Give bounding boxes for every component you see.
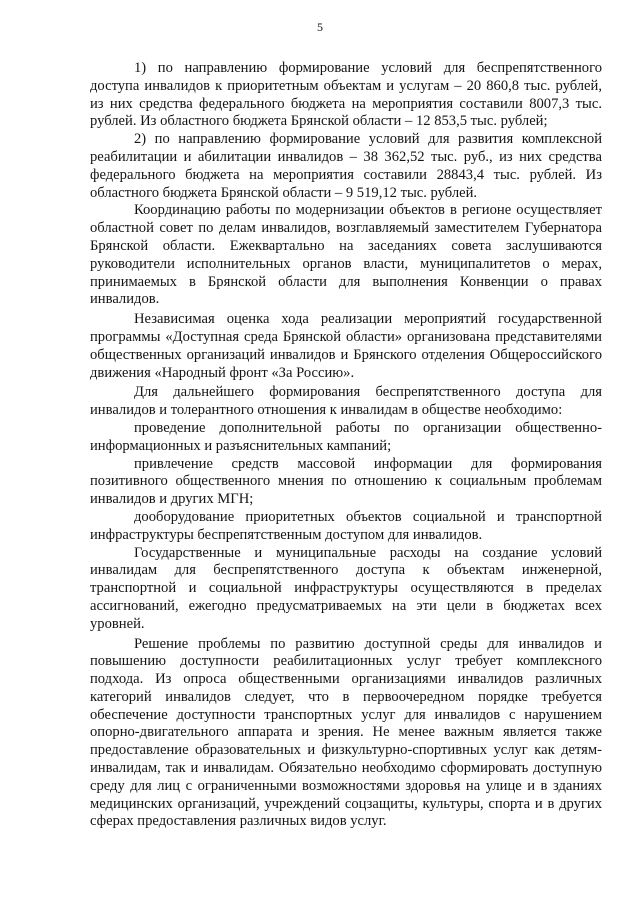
paragraph-need-media: привлечение средств массовой информации для формирования позитивного общественного мнения по отношению к социальным проблемам инвалидов и других МГН; <box>90 455 602 508</box>
page-number: 5 <box>317 20 323 34</box>
paragraph-item-2: 2) по направлению формирование условий для развития комплексной реабилитации и абилитации инвалидов – 38 362,52 тыс. руб., из них средства федерального бюджета на мероприятия составили 28843,4 тыс. рублей. Из областного бюджета Брянской области – 9 519,12 тыс. рублей. <box>90 131 602 201</box>
paragraph-coordination: Координацию работы по модернизации объектов в регионе осуществляет областной совет по делам инвалидов, возглавляемый заместителем Губернатора Брянской области. Ежеквартально на заседаниях совета заслушиваются руководители исполнительных органов власти, муниципалитетов о мерах, принимаемых в Брянской области для выполнения Конвенции о правах инвалидов. <box>90 202 602 308</box>
paragraph-item-1: 1) по направлению формирование условий для беспрепятственного доступа инвалидов к приоритетным объектам и услугам – 20 860,8 тыс. рублей, из них средства федерального бюджета на мероприятия составили 8007,3 тыс. рублей. Из областного бюджета Брянской области – 12 853,5 тыс. рублей; <box>90 60 602 130</box>
paragraph-solution: Решение проблемы по развитию доступной среды для инвалидов и повышению доступности реабилитационных услуг требует комплексного подхода. Из опроса общественными организациями инвалидов различных категорий инвалидов следует, что в первоочередном порядке требуется обеспечение доступности транспортных услуг для инвалидов с нарушением опорно-двигательного аппарата и зрения. Не менее важным является также предоставление образовательных и физкультурно-спортивных услуг как детям-инвалидам, так и инвалидам. Обязательно необходимо сформировать доступную среду для лиц с ограниченными возможностями здоровья на улице и в зданиях медицинских организаций, учреждений соцзащиты, культуры, спорта и в других сферах предоставления различных видов услуг. <box>90 635 602 830</box>
paragraph-assessment: Независимая оценка хода реализации мероприятий государственной программы «Доступная среда Брянской области» организована представителями общественных организаций инвалидов и Брянского отделения Общероссийского движения «Народный фронт «За Россию». <box>90 311 602 381</box>
paragraph-need-equipment: дооборудование приоритетных объектов социальной и транспортной инфраструктуры беспрепятственным доступом для инвалидов. <box>90 508 602 543</box>
paragraph-need-campaigns: проведение дополнительной работы по организации общественно-информационных и разъяснительных кампаний; <box>90 419 602 454</box>
document-body <box>90 60 602 831</box>
paragraph-funding: Государственные и муниципальные расходы на создание условий инвалидам для беспрепятственного доступа к объектам инженерной, транспортной и социальной инфраструктуры осуществляются в пределах ассигнований, ежегодно предусматриваемых на эти цели в бюджетах всех уровней. <box>90 544 602 632</box>
paragraph-needs-intro: Для дальнейшего формирования беспрепятственного доступа для инвалидов и толерантного отношения к инвалидам в обществе необходимо: <box>90 384 602 419</box>
